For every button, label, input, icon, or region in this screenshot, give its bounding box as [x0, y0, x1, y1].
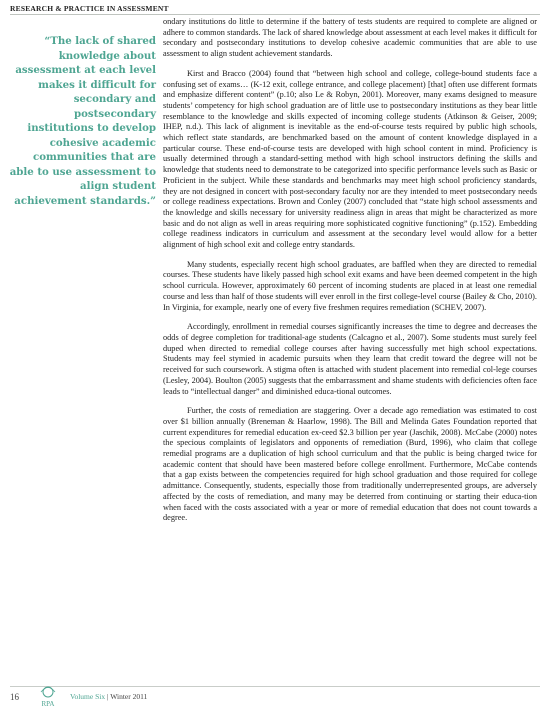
paragraph-3: Many students, especially recent high school graduates, are baffled when they are directed to remedial courses. These students have likely passed high school exit exams and have been deemed competent in the high school curricula. However, approximately 60 percent of incoming students are placed in at least one remedial course and less than half of those students will ever enroll in the first college-level course (Bailey & Cho, 2010). In Virginia, for example, nearly one of every five freshmen requires remediation (SCHEV, 2007).	[163, 259, 537, 312]
running-head: RESEARCH & PRACTICE IN ASSESSMENT	[10, 4, 169, 13]
paragraph-5: Further, the costs of remediation are staggering. Over a decade ago remediation was estimated to cost over $1 billion annually (Breneman & Haarlow, 1998). The Bill and Melinda Gates Foundation reported that current expenditures for remedial education ex-ceed $2.3 billion per year (Jaschik, 2008). McCabe (2000) notes the specious complaints of legislators and opponents of remediation (Burd, 1996), who claim that college remedial programs are a duplication of high school curriculum and that the public is being charged twice for academic content that should have been mastered before college enrollment. Furthermore, McCabe contends that a gap exists between the competencies required for high school graduation and those required for college admittance. Consequently, students, especially those from traditionally underrepresented groups, are adversely affected by the costs of remediation, and many may be deterred from continuing or starting their educa-tion when faced with the costs associated with a year or more of remedial education that does not count towards a degree.	[163, 406, 537, 523]
rpa-logo-icon	[28, 684, 68, 708]
article-body	[163, 17, 537, 533]
footer-rule	[10, 686, 540, 687]
journal-info	[70, 692, 147, 701]
pull-quote: “The lack of shared knowledge about assessment at each level makes it difficult for secondary and postsecondary institutions to develop cohesive academic communities that are able to use assessment to align student achievement standards.”	[9, 35, 156, 207]
paragraph-1: ondary institutions do little to determine if the battery of tests students are required to complete are aligned or adhere to common standards. The lack of shared knowledge about assessment at each level makes it difficult for secondary and postsecondary institutions to develop cohesive academic communities that are able to use assessment to align student achievement standards.	[163, 17, 537, 59]
header-rule	[10, 14, 540, 15]
paragraph-2: Kirst and Bracco (2004) found that “between high school and college, college-bound students face a confusing set of exams… (K-12 exit, college entrance, and college placement) [that] often use different formats and emphasize different content” (p.10; also Le & Robyn, 2001). Moreover, many exams designed to measure students’ competency for high school graduation are of little use to postsecondary institutions as they bear little resemblance to the knowledge and skills expected of incoming college students (Atkinson & Geiser, 2009; IHEP, n.d.). This lack of alignment is inevitable as the end-of-course tests required by public high schools, which reflect state standards, are benchmarked based on the amount of content knowledge displayed in a particular course. These end-of-course tests are developed with high school content in mind. Proficiency is usually determined through a standard-setting method with high school instructors defining the skills and knowledge that students need to demonstrate to be categorized into specific performance levels such as Basic or Proficient in the subject. While these standards and benchmarks may meet high school proficiency standards, they are not designed in concert with post-secondary faculty nor are they intended to meet postsecondary needs or college readiness expectations. Brown and Conley (2007) concluded that “state high school assessments and the knowledge and skills necessary for university readiness align in areas that might be characterized as more basic and do not align as well in areas requiring more sophisticated cognitive functioning” (p.152). Embedding college readiness indicators in curriculum and assessment at the secondary level would allow for a better alignment of high school exit and college entry standards.	[163, 68, 537, 250]
journal-season: Winter 2011	[110, 692, 148, 701]
page-number: 16	[10, 692, 19, 702]
logo-text: RPA	[41, 700, 55, 708]
paragraph-4: Accordingly, enrollment in remedial courses significantly increases the time to degree and decreases the odds of degree completion for traditional-age students (Calcagno et al., 2007). Some students must surely feel duped when directed to remedial college courses after having successfully met high school expectations. Students may feel stymied in academic pursuits when they learn that credit toward the degree will not be received for such coursework. A stigma often is attached with student placement into remedial col-lege courses (Lesley, 2004). Boulton (2005) suggests that the embarrassment and shame students with deficiencies often face leads to “intellectual danger” and diminished educa-tional outcomes.	[163, 322, 537, 396]
journal-volume: Volume Six	[70, 692, 106, 701]
footer-separator: |	[105, 692, 111, 701]
